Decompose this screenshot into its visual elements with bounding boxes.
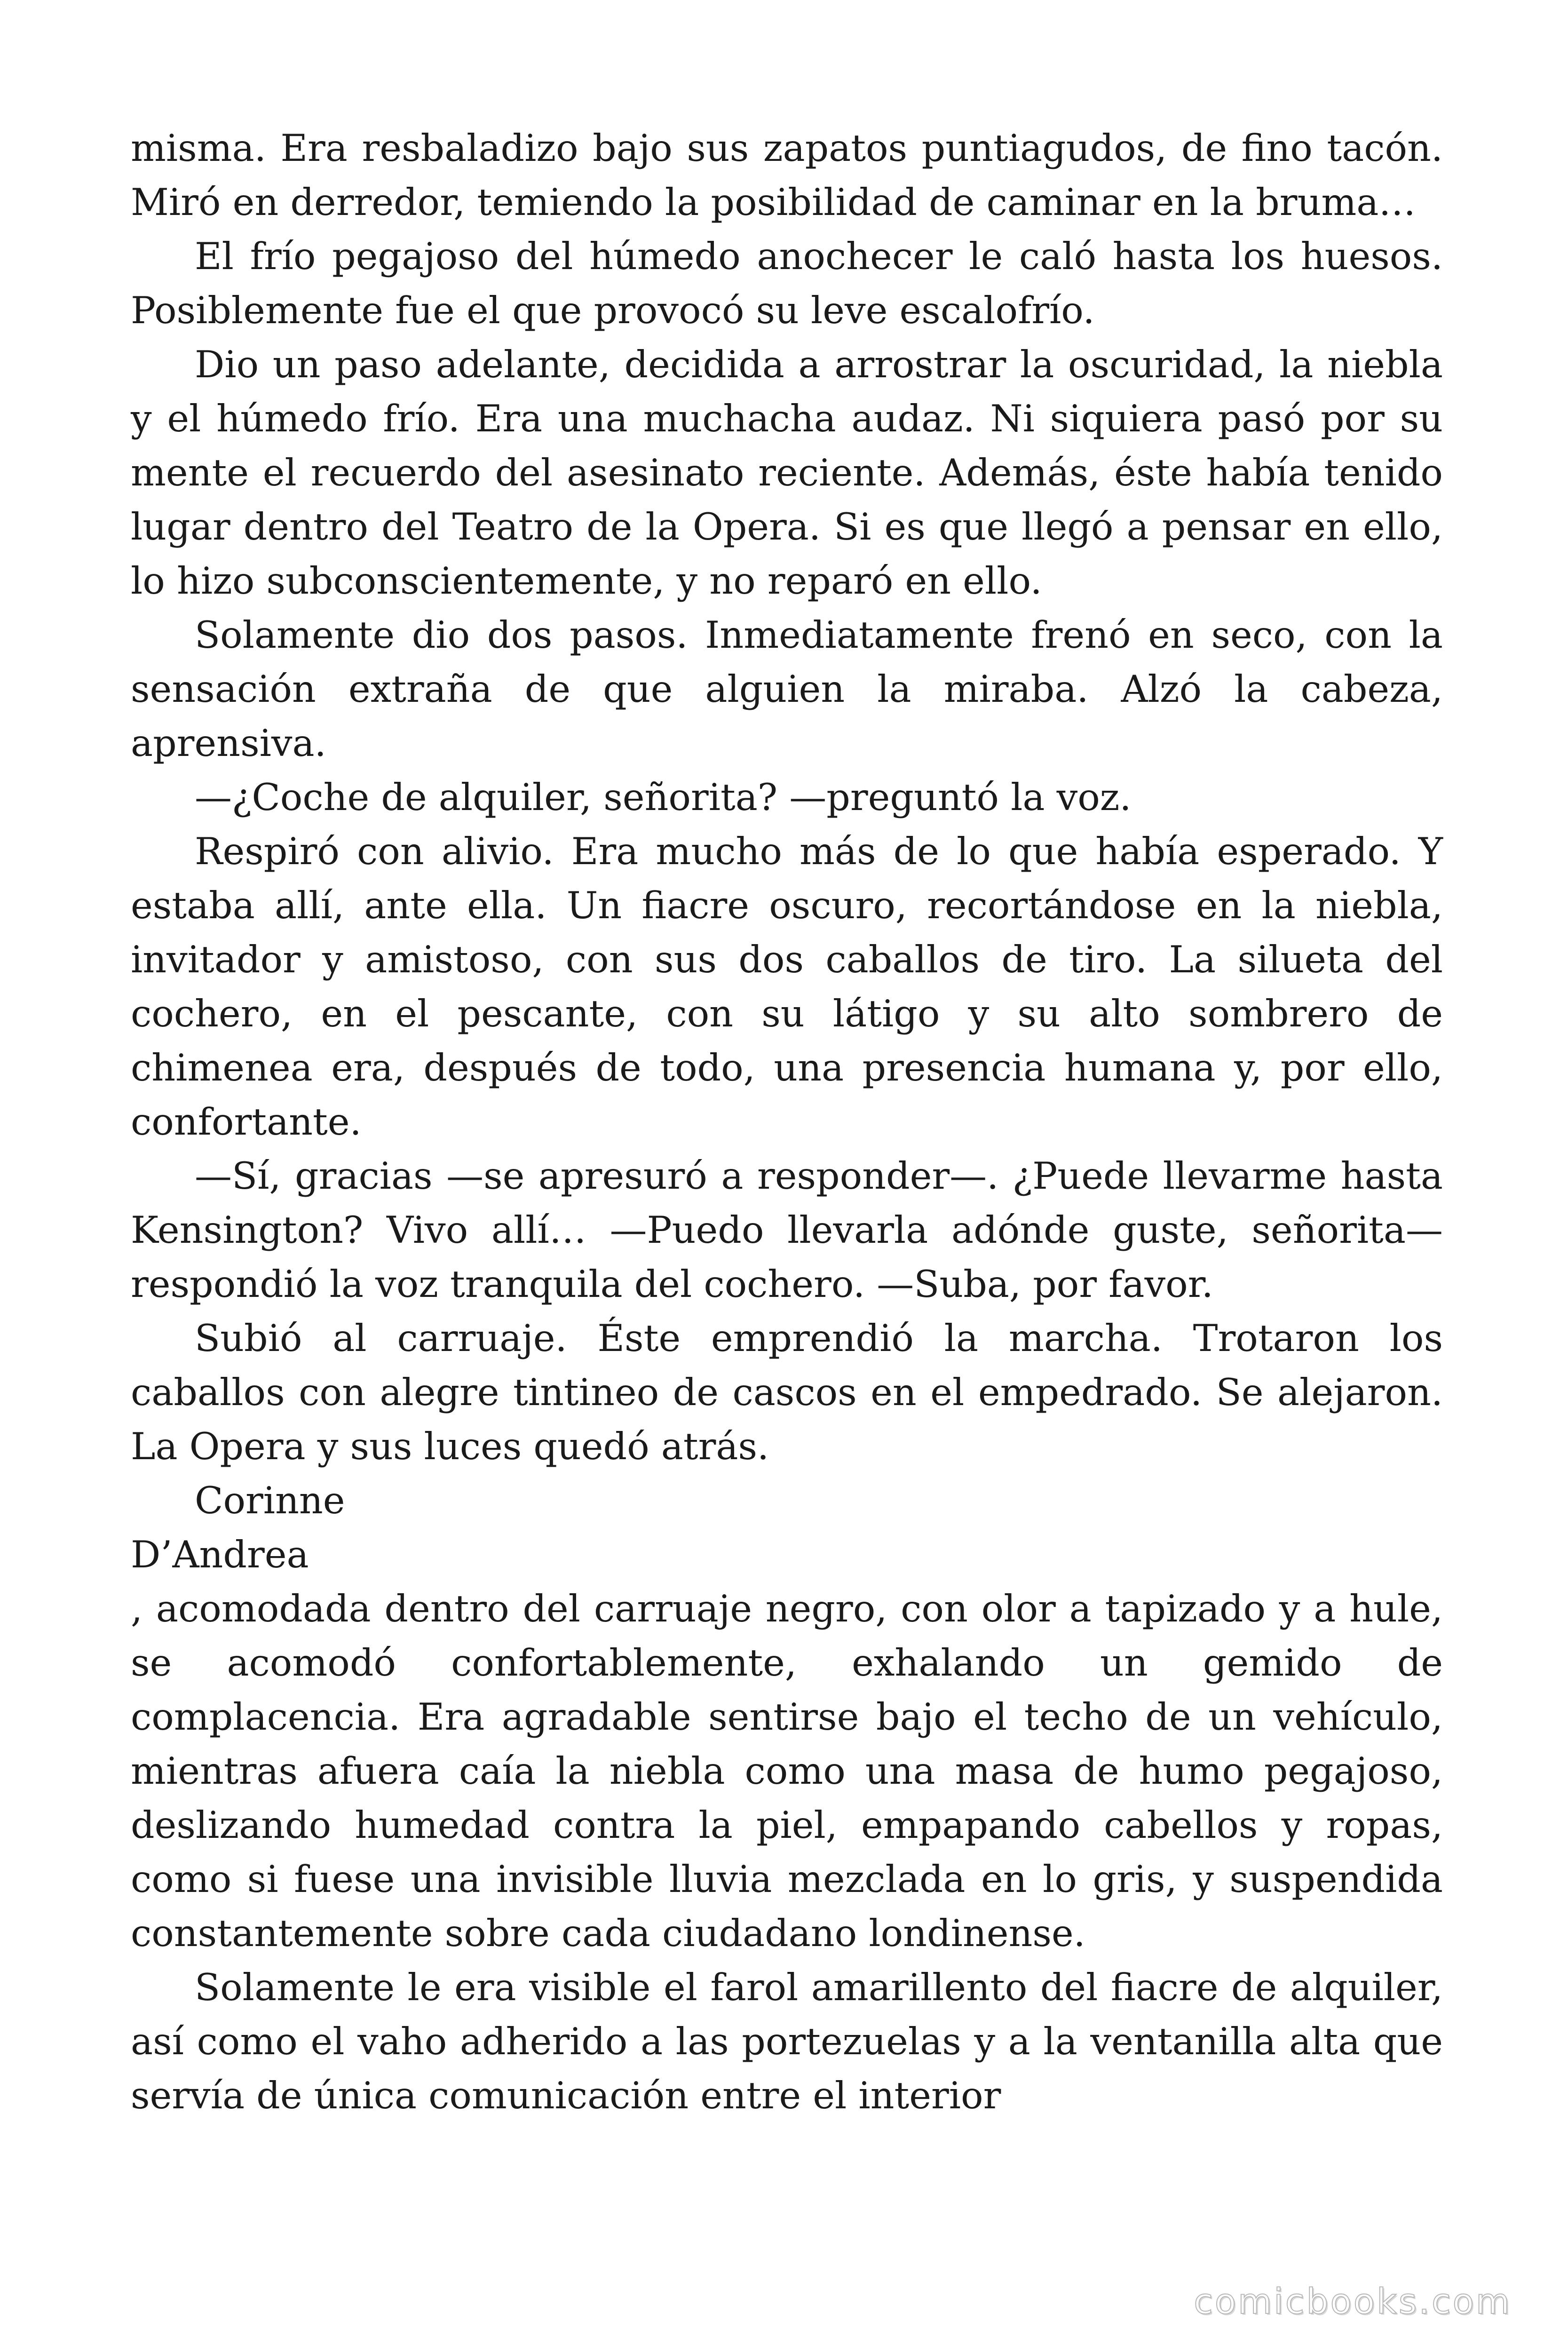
paragraph: Dio un paso adelante, decidida a arrostrar la oscuridad, la niebla y el húmedo frío. Era una muchacha audaz. Ni siquiera pasó por su mente el recuerdo del asesinato reciente. Además, éste había tenido lugar dentro del Teatro de la Opera. Si es que llegó a pensar en ello, lo hizo subconscientemente, y no reparó en ello. <box>131 343 1443 603</box>
paragraph: misma. Era resbaladizo bajo sus zapatos puntiagudos, de fino tacón. Miró en derredor, temiendo la posibilidad de caminar en la bruma… <box>131 127 1443 224</box>
paragraph: El frío pegajoso del húmedo anochecer le caló hasta los huesos. Posiblemente fue el que provocó su leve escalofrío. <box>131 235 1443 332</box>
watermark: comicbooks.com <box>1194 2281 1512 2322</box>
paragraph: —Sí, gracias —se apresuró a responder—. ¿Puede llevarme hasta Kensington? Vivo allí… —Puedo llevarla adónde guste, señorita— respondió la voz tranquila del cochero. —Suba, por favor. <box>131 1154 1443 1306</box>
paragraph: , acomodada dentro del carruaje negro, con olor a tapizado y a hule, se acomodó confortablemente, exhalando un gemido de complacencia. Era agradable sentirse bajo el techo de un vehículo, mientras afuera caía la niebla como una masa de humo pegajoso, deslizando humedad contra la piel, empapando cabellos y ropas, como si fuese una invisible lluvia mezclada en lo gris, y suspendida constantemente sobre cada ciudadano londinense. <box>131 1587 1443 1955</box>
paragraph: Corinne <box>195 1479 345 1522</box>
paragraph: —¿Coche de alquiler, señorita? —preguntó la voz. <box>195 776 1132 819</box>
paragraph: Solamente dio dos pasos. Inmediatamente frenó en seco, con la sensación extraña de que alguien la miraba. Alzó la cabeza, aprensiva. <box>131 613 1443 765</box>
paragraph: Respiró con alivio. Era mucho más de lo que había esperado. Y estaba allí, ante ella. Un fiacre oscuro, recortándose en la niebla, invitador y amistoso, con sus dos caballos de tiro. La silueta del cochero, en el pescante, con su látigo y su alto sombrero de chimenea era, después de todo, una presencia humana y, por ello, confortante. <box>131 830 1443 1144</box>
paragraph: Solamente le era visible el farol amarillento del fiacre de alquiler, así como el vaho adherido a las portezuelas y a la ventanilla alta que servía de única comunicación entre el interior <box>131 1966 1443 2117</box>
paragraph: Subió al carruaje. Éste emprendió la marcha. Trotaron los caballos con alegre tintineo de cascos en el empedrado. Se alejaron. La Opera y sus luces quedó atrás. <box>131 1317 1443 1468</box>
page-body <box>131 121 1443 2123</box>
paragraph: D’Andrea <box>131 1533 309 1576</box>
